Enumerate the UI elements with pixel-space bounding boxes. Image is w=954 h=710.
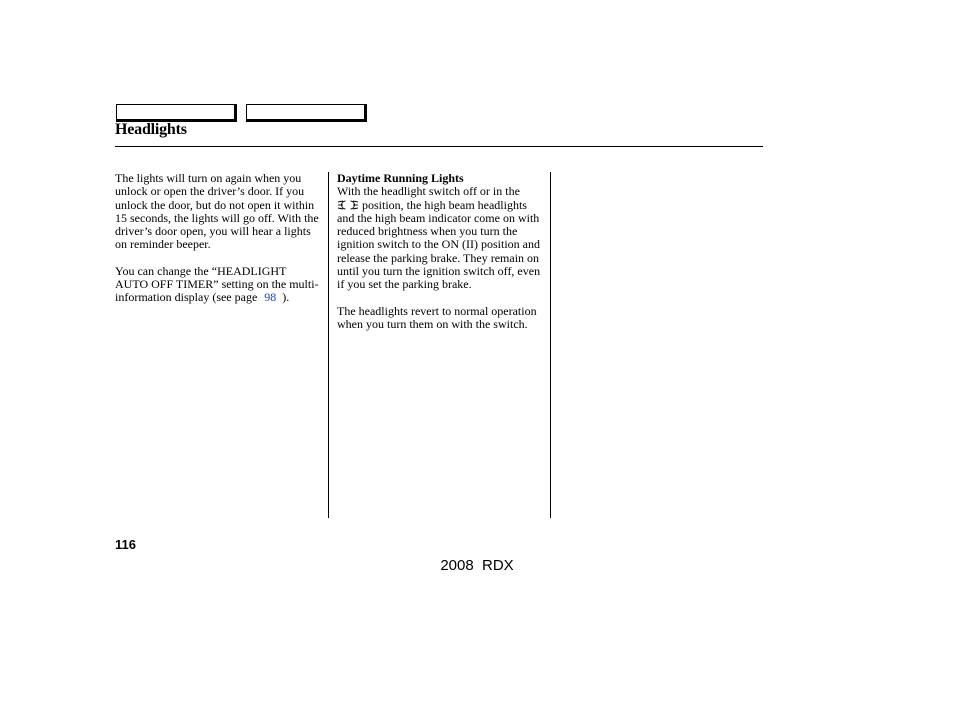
page-98-link[interactable]: 98 (264, 290, 277, 305)
title-divider (115, 146, 763, 147)
column-middle (337, 172, 543, 344)
timer-setting-paragraph (115, 265, 321, 305)
drl-text-end: position, the high beam headlights and the high beam indicator come on with reduced brightness when you turn the ignition switch to the ON (II) position and release the parking brake. They remain on until you turn the ignition switch off, even if you set the parking brake. (337, 197, 541, 292)
parking-lights-icon (337, 200, 359, 210)
auto-off-paragraph: The lights will turn on again when you unlock or open the driver’s door. If you unlock the door, but do not open it within 15 seconds, the lights will go off. With the driver’s door open, you will hear a lights on reminder beeper. (115, 171, 319, 252)
model-footer (0, 557, 954, 574)
drl-paragraph (337, 172, 543, 292)
column-left (115, 172, 321, 318)
drl-heading: Daytime Running Lights (337, 171, 464, 185)
model-name: 2008 RDX (440, 557, 514, 574)
drl-text-start: With the headlight switch off or in the (337, 184, 520, 199)
nav-button-main-menu[interactable] (116, 104, 237, 122)
page-title: Headlights (115, 121, 187, 138)
revert-paragraph: The headlights revert to normal operation when you turn them on with the switch. (337, 303, 537, 331)
column-divider-2 (550, 172, 551, 518)
nav-button-table-of-contents[interactable] (246, 104, 367, 122)
column-divider-1 (328, 172, 329, 518)
timer-setting-end: ). (282, 290, 290, 305)
timer-setting-text: You can change the “HEADLIGHT AUTO OFF TIMER” setting on the multi-information display (see page (115, 263, 319, 305)
page-number: 116 (115, 537, 136, 552)
